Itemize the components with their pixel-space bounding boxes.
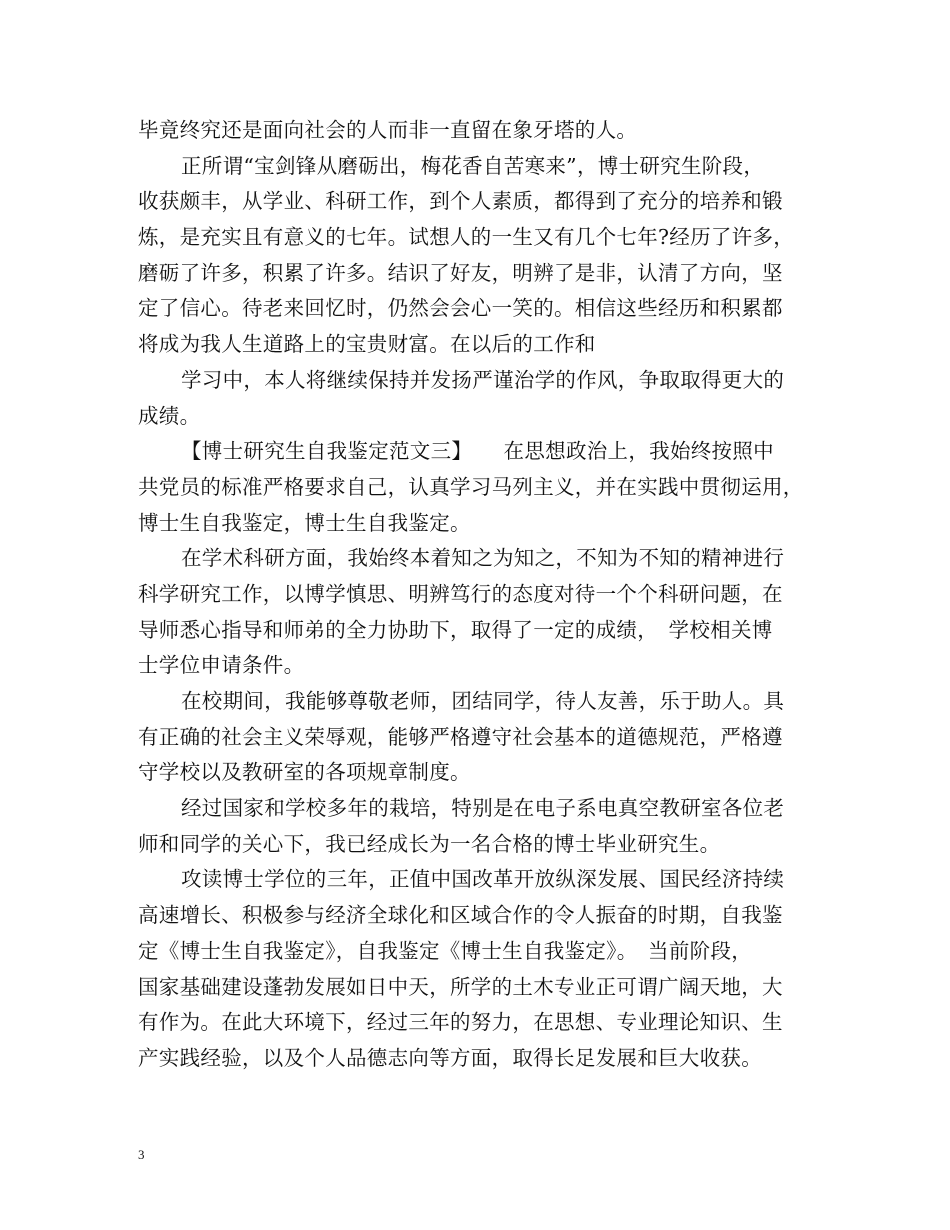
text-line: 成绩。 xyxy=(138,403,201,428)
text-line: 在校期间，我能够尊敬老师，团结同学，待人友善，乐于助人。具 xyxy=(181,689,785,713)
text-line: 攻读博士学位的三年，正值中国改革开放纵深发展、国民经济持续 xyxy=(181,867,785,892)
body-text xyxy=(138,113,818,1077)
text-line: 科学研究工作，以博学慎思、明辨笃行的态度对待一个个科研问题，在 xyxy=(138,581,783,606)
text-line: 定《博士生自我鉴定》，自我鉴定《博士生自我鉴定》。 当前阶段， xyxy=(138,938,753,963)
text-line: 炼，是充实且有意义的七年。试想人的一生又有几个七年?经历了许多， xyxy=(138,225,795,250)
text-line: 正所谓“宝剑锋从磨砺出，梅花香自苦寒来”，博士研究生阶段， xyxy=(181,153,765,178)
text-line: 博士生自我鉴定，博士生自我鉴定。 xyxy=(138,510,471,535)
text-line: 师和同学的关心下，我已经成长为一名合格的博士毕业研究生。 xyxy=(138,831,721,856)
text-line: 经过国家和学校多年的栽培，特别是在电子系电真空教研室各位老 xyxy=(181,796,785,821)
text-line: 将成为我人生道路上的宝贵财富。在以后的工作和 xyxy=(138,332,596,357)
text-line: 在学术科研方面，我始终本着知之为知之，不知为不知的精神进行 xyxy=(181,546,785,571)
text-line: 磨砺了许多，积累了许多。结识了好友，明辨了是非，认清了方向，坚 xyxy=(138,260,783,285)
text-line: 国家基础建设蓬勃发展如日中天，所学的土木专业正可谓广阔天地，大 xyxy=(138,974,783,999)
text-line: 有作为。在此大环境下，经过三年的努力，在思想、专业理论知识、生 xyxy=(138,1010,783,1035)
text-line: 【博士研究生自我鉴定范文三】 在思想政治上，我始终按照中 xyxy=(181,439,774,464)
text-line: 定了信心。待老来回忆时，仍然会会心一笑的。相信这些经历和积累都 xyxy=(138,296,783,321)
text-line: 学习中，本人将继续保持并发扬严谨治学的作风，争取取得更大的 xyxy=(181,367,785,392)
text-line: 守学校以及教研室的各项规章制度。 xyxy=(138,760,471,785)
page-number: 3 xyxy=(138,1147,145,1162)
text-line: 有正确的社会主义荣辱观，能够严格遵守社会基本的道德规范，严格遵 xyxy=(138,724,783,749)
text-line: 产实践经验，以及个人品德志向等方面，取得长足发展和巨大收获。 xyxy=(138,1045,762,1070)
text-line: 毕竟终究还是面向社会的人而非一直留在象牙塔的人。 xyxy=(138,118,638,142)
text-line: 士学位申请条件。 xyxy=(138,653,305,678)
text-line: 高速增长、积极参与经济全球化和区域合作的令人振奋的时期，自我鉴 xyxy=(138,903,783,928)
text-line: 收获颇丰，从学业、科研工作，到个人素质，都得到了充分的培养和锻 xyxy=(138,189,783,214)
text-line: 导师悉心指导和师弟的全力协助下，取得了一定的成绩， 学校相关博 xyxy=(138,617,773,642)
text-line: 共党员的标准严格要求自己，认真学习马列主义，并在实践中贯彻运用， xyxy=(138,474,804,499)
